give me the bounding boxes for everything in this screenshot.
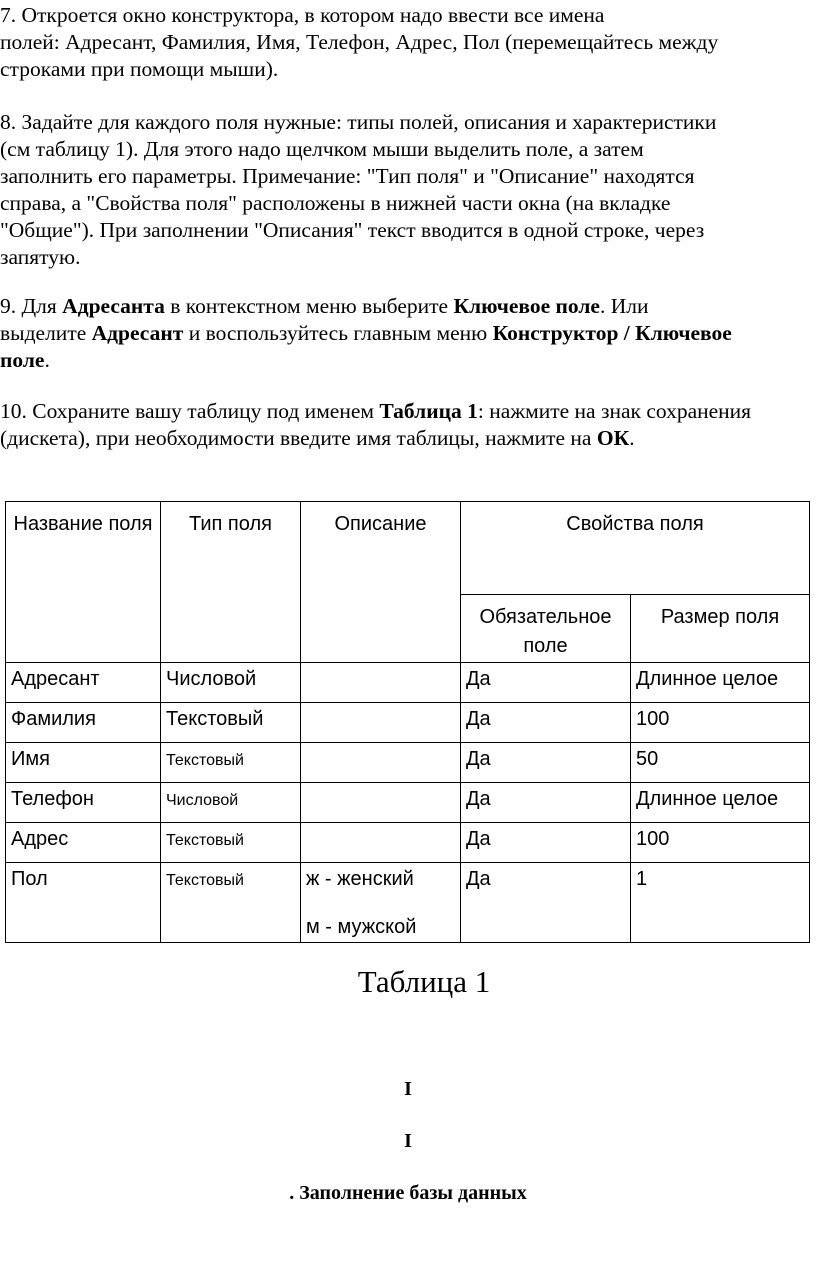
cell-required: Да (461, 863, 631, 943)
p9-text-h: и воспользуйтесь главным меню (183, 321, 493, 345)
cell-type: Текстовый (161, 703, 301, 743)
cell-name: Фамилия (6, 703, 161, 743)
paragraph-step-7 (0, 2, 816, 83)
cell-description (301, 783, 461, 823)
header-required: Обязательное поле (461, 595, 631, 663)
p9-text-c: в контекстном меню выберите (164, 294, 454, 318)
cell-required: Да (461, 783, 631, 823)
cell-type (161, 863, 301, 943)
cell-type: Числовой (161, 663, 301, 703)
table-row (6, 743, 810, 783)
p9-text-e: . Или (599, 294, 649, 318)
cell-description (301, 663, 461, 703)
p7-line-3: строками при помощи мыши). (0, 57, 279, 81)
cell-size: Длинное целое (631, 783, 810, 823)
p8-line-3: заполнить его параметры. Примечание: "Тип поля" и "Описание" находятся (0, 164, 695, 188)
section-title: . Заполнение базы данных (289, 1182, 527, 1204)
table-caption: Таблица 1 (357, 964, 491, 999)
p9-text-a: 9. Для (0, 294, 63, 318)
cell-name: Пол (6, 863, 161, 943)
cell-description (301, 703, 461, 743)
p9-text-k: . (44, 348, 50, 372)
p7-line-1: 7. Откроется окно конструктора, в котором надо ввести все имена (0, 3, 605, 27)
p8-line-5: "Общие"). При заполнении "Описания" текст вводится в одной строке, через (0, 218, 705, 242)
description-line-2: м - мужской (306, 916, 417, 938)
cell-size: Длинное целое (631, 663, 810, 703)
roman-numeral-1: I (404, 1078, 412, 1100)
cell-required: Да (461, 823, 631, 863)
paragraph-step-8 (0, 109, 816, 271)
cell-type (161, 743, 301, 783)
paragraph-step-10 (0, 398, 816, 452)
p10-text-a: 10. Сохраните вашу таблицу под именем (0, 399, 380, 423)
header-field-properties: Свойства поля (461, 502, 810, 595)
p9-bold-menu-path: Конструктор / Ключевое (492, 321, 732, 345)
cell-name: Имя (6, 743, 161, 783)
p10-text-d: (дискета), при необходимости введите имя таблицы, нажмите на (0, 426, 597, 450)
p9-text-f: выделите (0, 321, 92, 345)
table-row (6, 863, 810, 943)
cell-size: 100 (631, 823, 810, 863)
description-line-1: ж - женский (306, 868, 414, 890)
paragraph-step-9 (0, 293, 816, 374)
table-row (6, 783, 810, 823)
cell-description (301, 863, 461, 943)
cell-type (161, 823, 301, 863)
cell-type-text: Текстовый (166, 752, 244, 769)
cell-type-text: Текстовый (166, 832, 244, 849)
header-field-type: Тип поля (161, 502, 301, 663)
p10-text-f: . (629, 426, 635, 450)
cell-name: Телефон (6, 783, 161, 823)
p7-line-2: полей: Адресант, Фамилия, Имя, Телефон, Адрес, Пол (перемещайтесь между (0, 30, 719, 54)
table-row (6, 663, 810, 703)
p8-line-1: 8. Задайте для каждого поля нужные: типы полей, описания и характеристики (0, 110, 717, 134)
roman-numeral-2: I (404, 1130, 412, 1152)
cell-size: 50 (631, 743, 810, 783)
cell-type-text: Числовой (166, 792, 239, 809)
cell-type-text: Текстовый (166, 872, 244, 889)
cell-required: Да (461, 743, 631, 783)
cell-name: Адрес (6, 823, 161, 863)
cell-type (161, 783, 301, 823)
p10-text-c: : нажмите на знак сохранения (477, 399, 752, 423)
p10-bold-ok: ОК (596, 426, 630, 450)
cell-description (301, 823, 461, 863)
fields-table (5, 501, 809, 941)
header-size: Размер поля (631, 595, 810, 663)
p8-line-4: справа, а "Свойства поля" расположены в нижней части окна (на вкладке (0, 191, 671, 215)
cell-name: Адресант (6, 663, 161, 703)
p9-bold-sender: Адресанта (62, 294, 165, 318)
cell-size: 100 (631, 703, 810, 743)
cell-size: 1 (631, 863, 810, 943)
p9-bold-field: поле (0, 348, 45, 372)
table-header-row (6, 502, 810, 595)
header-description: Описание (301, 502, 461, 663)
p9-bold-sender-2: Адресант (91, 321, 184, 345)
table-row (6, 823, 810, 863)
p8-line-2: (см таблицу 1). Для этого надо щелчком мыши выделить поле, а затем (0, 137, 644, 161)
p10-bold-table-name: Таблица 1 (379, 399, 478, 423)
header-field-name: Название поля (6, 502, 161, 663)
cell-required: Да (461, 703, 631, 743)
cell-description (301, 743, 461, 783)
p8-line-6: запятую. (0, 245, 81, 269)
cell-required: Да (461, 663, 631, 703)
p9-bold-key-field: Ключевое поле (453, 294, 600, 318)
table-row (6, 703, 810, 743)
